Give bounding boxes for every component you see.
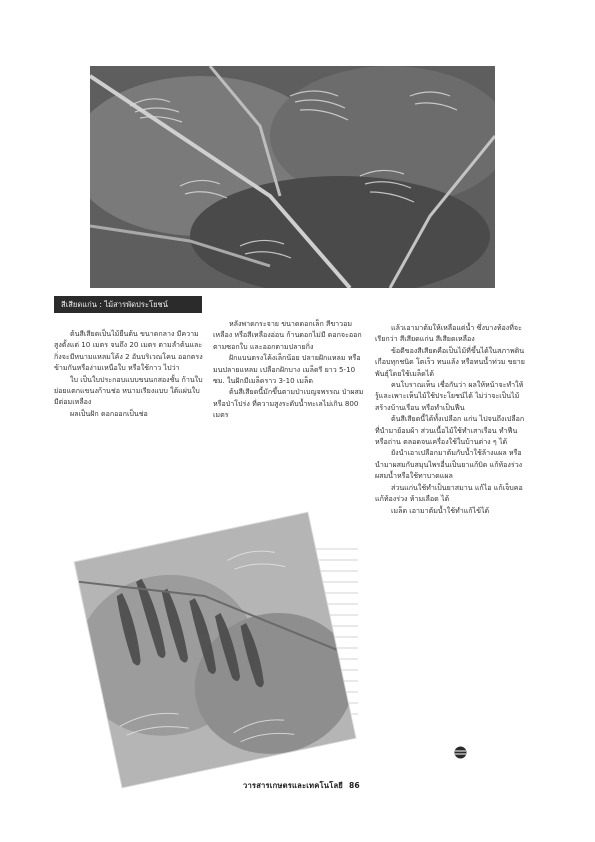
paragraph: ต้นสีเสียดนี้ได้ทั้งเปลือก แก่น ไปจนถึงเปลือกที่นำมาย้อมผ้า ส่วนเนื้อไม้ใช้ทำเสาเรือน ทำฟืนหรือถ่าน ตลอดจนเครื่องใช้ในบ้านต่าง ๆ ได้ [375,414,525,447]
paragraph: ต้นสีเสียดนี้มักขึ้นตามป่าเบญจพรรณ ป่าผสม หรือป่าโปร่ง ที่ความสูงระดับน้ำทะเลไม่เกิน 800 เมตร [213,387,364,420]
paragraph: ยังนำเอาเปลือกมาต้มกับน้ำใช้ล้างแผล หรือนำมาผสมกับสมุนไพรอื่นเป็นยาแก้บิด แก้ท้องร่วง ผสมน้ำหรือใช้ทาบาดแผล [375,448,523,481]
paragraph: ส่วนแก่นใช้ทำเป็นยาสมาน แก้ไอ แก้เจ็บคอ แก้ท้องร่วง ห้ามเลือด ได้ [375,482,523,504]
paragraph: ผลเป็นฝัก ดอกออกเป็นช่อ [70,408,148,418]
paragraph: ใบ เป็นใบประกอบแบบขนนกสองชั้น ก้านใบย่อยแตกแขนงก้านช่อ หนามเรียงแบบ ใต้แผ่นใบมีต่อมเหลือง [54,374,203,407]
photo-seed-pods [75,513,356,787]
paragraph: ฝักแบนตรงโค้งเล็กน้อย ปลายฝักแหลม หรือมนปลายแหลม เปลือกฝักบาง เมล็ดรี ยาว 5-10 ซม. ในฝักมีเมล็ดราว 3-10 เมล็ด [213,353,361,386]
photo-acacia-branch [90,66,495,288]
text-column-left [54,328,204,419]
section-banner: สีเสียดแก่น : ไม้สารพัดประโยชน์ [54,296,202,313]
text-column-middle [213,318,365,421]
page-footer [243,780,360,792]
text-column-right [375,322,527,516]
page-number: 86 [348,781,360,790]
end-of-article-icon [454,744,467,757]
paragraph: คนโบราณเห็น เชื่อกันว่า ผลให้หน้าจะทำให้รู้และเพาะเห็นไม้ใช้ประโยชน์ได้ ไม่ว่าจะเป็นไม้สร้างบ้านเรือน หรือทำเป็นฟืน [375,380,524,412]
paragraph: หลังพาดกระจาย ขนาดดอกเล็ก สีขาวอมเหลือง หรือสีเหลืองอ่อน ก้านดอกไม่มี ดอกจะออกตามซอกใบ และออกตามปลายกิ่ง [213,319,362,351]
paragraph: แล้วเอามาต้มให้เหลือแต่น้ำ ซึ่งบางท้องที่จะเรียกว่า สีเสียดแก่น สีเสียดเหลือง [375,323,522,344]
paragraph: เมล็ด เอามาต้มน้ำใช้ทำแก้ไข้ได้ [391,505,490,515]
paragraph: ต้นสีเสียดเป็นไม้ยืนต้น ขนาดกลาง มีความสูงตั้งแต่ 10 เมตร จนถึง 20 เมตร ตามลำต้นและกิ่งจะมีหนามแหลมโค้ง 2 อันบริเวณโคน ออกตรงข้ามกันหรือง่ามเหนือใบ หรือใช้กาว ไปว่า [54,329,203,373]
publication-name: วารสารเกษตรและเทคโนโลยี [243,781,343,790]
paragraph: ข้อดีของสีเสียดคือเป็นไม้ที่ขึ้นได้ในสภาพดินเกือบทุกชนิด โตเร็ว ทนแล้ง หรือทนน้ำท่วม ขยายพันธุ์โดยใช้เมล็ดได้ [375,345,525,378]
